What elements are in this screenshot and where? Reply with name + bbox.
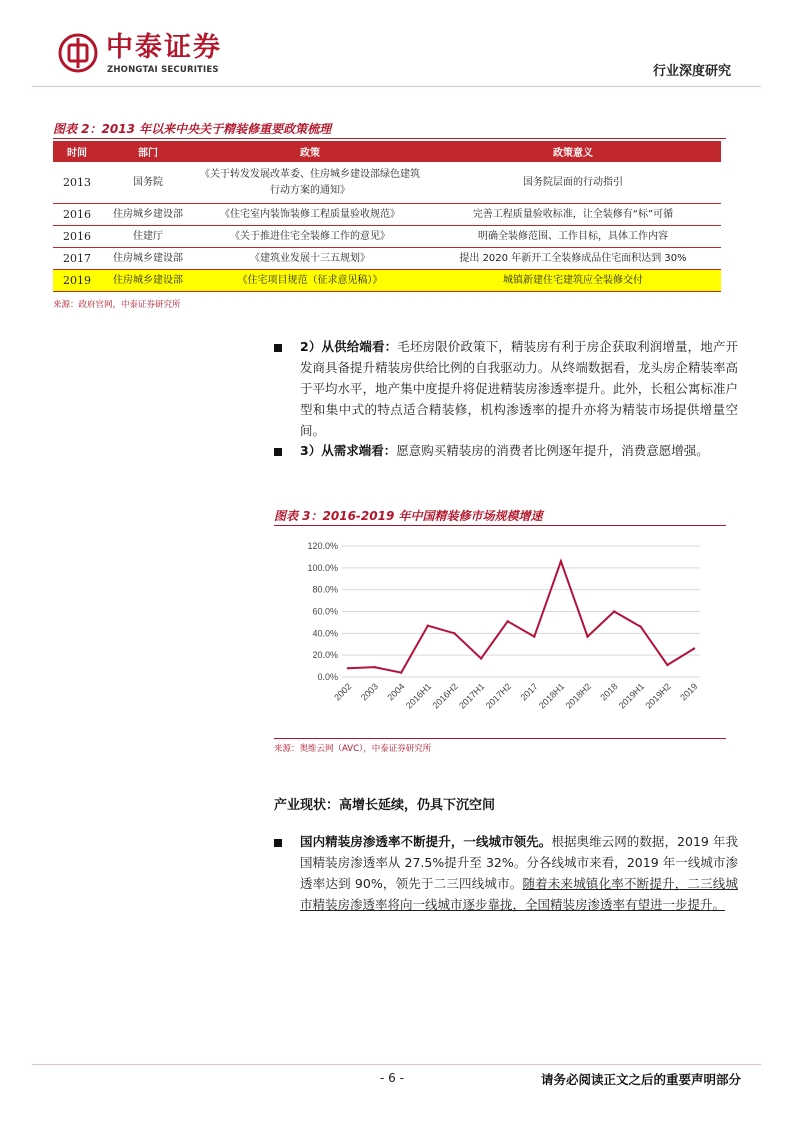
x-tick-label: 2017H1 bbox=[457, 681, 487, 711]
bullet-square-icon bbox=[274, 448, 282, 456]
x-tick-label: 2019 bbox=[678, 681, 700, 703]
cell-meaning: 明确全装修范围、工作目标，具体工作内容 bbox=[425, 226, 721, 248]
status-text: 根据奥维云网的数据，2019 年我国精装房渗透率从 27.5%提升至 32%。分各线城市来看，2019 年一线城市渗透率达到 90%，领先于二三四线城市。 bbox=[300, 834, 738, 891]
policy-table bbox=[53, 141, 721, 292]
figure2-title: 图表 2：2013 年以来中央关于精装修重要政策梳理 bbox=[53, 120, 726, 139]
cell-year: 2019 bbox=[53, 270, 101, 292]
x-tick-label: 2018H2 bbox=[563, 681, 593, 711]
x-tick-label: 2017H2 bbox=[483, 681, 514, 711]
table-row bbox=[53, 248, 721, 270]
cell-year: 2016 bbox=[53, 204, 101, 226]
x-tick-label: 2004 bbox=[385, 681, 407, 703]
demand-paragraph bbox=[300, 440, 738, 461]
logo-english-name: ZHONGTAI SECURITIES bbox=[107, 65, 219, 75]
footer-divider bbox=[32, 1064, 761, 1065]
table-row bbox=[53, 226, 721, 248]
table-row bbox=[53, 162, 721, 204]
y-tick-label: 20.0% bbox=[312, 650, 338, 661]
bullet-square-icon bbox=[274, 344, 282, 352]
status-paragraph bbox=[300, 831, 738, 915]
cell-policy: 《住宅项目规范（征求意见稿）》 bbox=[195, 270, 425, 292]
growth-line-chart bbox=[274, 530, 726, 735]
series-line bbox=[348, 561, 694, 672]
table-row bbox=[53, 204, 721, 226]
cell-policy: 《关于推进住宅全装修工作的意见》 bbox=[195, 226, 425, 248]
y-tick-label: 80.0% bbox=[312, 584, 338, 595]
cell-dept: 住房城乡建设部 bbox=[101, 248, 195, 270]
cell-year: 2013 bbox=[53, 162, 101, 204]
cell-meaning: 提出 2020 年新开工全装修成品住宅面积达到 30% bbox=[425, 248, 721, 270]
y-tick-label: 0.0% bbox=[317, 672, 338, 682]
bullet-square-icon bbox=[274, 839, 282, 847]
section-heading: 产业现状：高增长延续，仍具下沉空间 bbox=[274, 798, 496, 813]
data-point bbox=[480, 657, 482, 659]
x-tick-label: 2016H2 bbox=[430, 681, 460, 711]
data-point bbox=[640, 626, 642, 628]
supply-lead: 2）从供给端看： bbox=[300, 339, 398, 354]
x-tick-label: 2017 bbox=[518, 681, 540, 703]
data-point bbox=[693, 647, 695, 649]
x-tick-label: 2018H1 bbox=[536, 681, 567, 711]
cell-year: 2017 bbox=[53, 248, 101, 270]
status-lead: 国内精装房渗透率不断提升，一线城市领先。 bbox=[300, 834, 552, 849]
cell-dept: 住房城乡建设部 bbox=[101, 204, 195, 226]
cell-dept: 住建厅 bbox=[101, 226, 195, 248]
x-tick-label: 2002 bbox=[332, 681, 354, 703]
y-tick-label: 60.0% bbox=[312, 606, 338, 617]
figure2-source: 来源：政府官网，中泰证券研究所 bbox=[53, 300, 181, 310]
data-point bbox=[586, 635, 588, 637]
data-point bbox=[427, 624, 429, 626]
page-number: - 6 - bbox=[380, 1071, 404, 1085]
y-tick-label: 40.0% bbox=[312, 628, 338, 639]
cell-dept: 国务院 bbox=[101, 162, 195, 204]
demand-text: 愿意购买精装房的消费者比例逐年提升，消费意愿增强。 bbox=[396, 443, 709, 458]
footer-disclaimer: 请务必阅读正文之后的重要声明部分 bbox=[540, 1072, 741, 1087]
data-point bbox=[373, 666, 375, 668]
supply-text: 毛坯房限价政策下，精装房有利于房企获取利润增量，地产开发商具备提升精装房供给比例的自我驱动力。从终端数据看，龙头房企精装率高于平均水平，地产集中度提升将促进精装房渗透率提升。此外，长租公寓标准户型和集中式的特点适合精装修，机构渗透率的提升亦将为精装市场提供增量空间。 bbox=[300, 339, 738, 438]
figure3-source: 来源：奥维云网（AVC），中泰证券研究所 bbox=[274, 738, 726, 754]
cell-policy: 《住宅室内装饰装修工程质量验收规范》 bbox=[195, 204, 425, 226]
data-point bbox=[666, 664, 668, 666]
cell-policy: 《关于转发发展改革委、住房城乡建设部绿色建筑行动方案的通知》 bbox=[195, 162, 425, 204]
cell-meaning: 完善工程质量验收标准，让全装修有“标”可循 bbox=[425, 204, 721, 226]
col-header-time: 时间 bbox=[53, 141, 101, 162]
supply-paragraph bbox=[300, 336, 738, 441]
status-underlined-text: 随着未来城镇化率不断提升，二三线城市精装房渗透率将向一线城市逐步靠拢，全国精装房渗透率有望进一步提升。 bbox=[300, 876, 738, 912]
policy-table-header bbox=[53, 141, 721, 162]
x-tick-label: 2018 bbox=[598, 681, 620, 703]
x-tick-label: 2003 bbox=[358, 681, 381, 703]
x-tick-label: 2019H2 bbox=[643, 681, 673, 711]
figure3-title: 图表 3：2016-2019 年中国精装修市场规模增速 bbox=[274, 507, 726, 526]
data-point bbox=[400, 671, 402, 673]
cell-policy: 《建筑业发展十三五规划》 bbox=[195, 248, 425, 270]
cell-dept: 住房城乡建设部 bbox=[101, 270, 195, 292]
data-point bbox=[453, 632, 455, 634]
header-divider bbox=[32, 86, 761, 87]
y-tick-label: 120.0% bbox=[307, 541, 338, 551]
cell-meaning: 国务院层面的行动指引 bbox=[425, 162, 721, 204]
col-header-policy: 政策 bbox=[195, 141, 425, 162]
data-point bbox=[347, 667, 349, 669]
data-point bbox=[533, 635, 535, 637]
data-point bbox=[613, 610, 615, 612]
col-header-meaning: 政策意义 bbox=[425, 141, 721, 162]
zhongtai-logo-icon bbox=[58, 33, 98, 73]
data-point bbox=[506, 620, 508, 622]
data-point bbox=[560, 560, 562, 562]
logo-chinese-name: 中泰证券 bbox=[106, 32, 222, 63]
x-tick-label: 2019H1 bbox=[616, 681, 647, 711]
y-tick-label: 100.0% bbox=[307, 562, 338, 573]
cell-year: 2016 bbox=[53, 226, 101, 248]
report-type: 行业深度研究 bbox=[652, 64, 731, 79]
x-tick-label: 2016H1 bbox=[403, 681, 434, 711]
cell-meaning: 城镇新建住宅建筑应全装修交付 bbox=[425, 270, 721, 292]
demand-lead: 3）从需求端看： bbox=[300, 443, 397, 458]
col-header-dept: 部门 bbox=[101, 141, 195, 162]
table-row-highlighted bbox=[53, 270, 721, 292]
